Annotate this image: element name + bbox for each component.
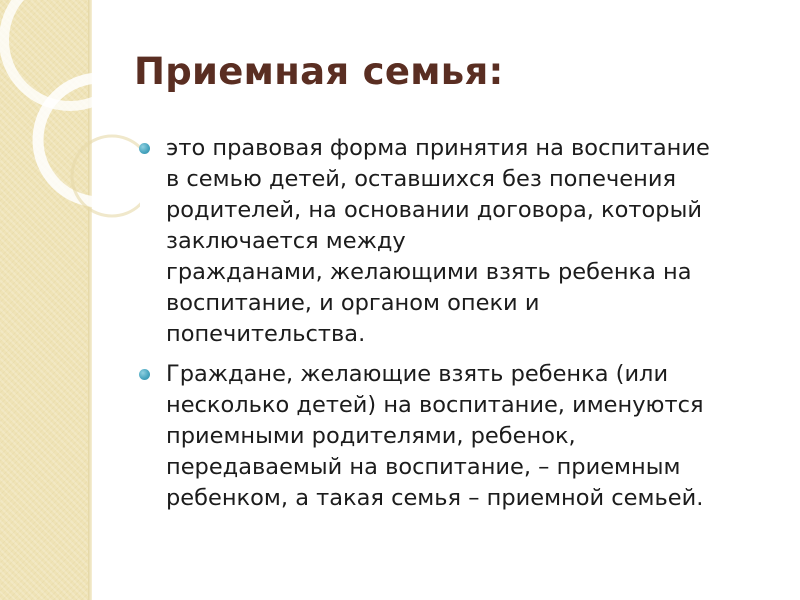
bullet-text: это правовая форма принятия на воспитание в семью детей, оставшихся без попечения родителей, на основании договора, который заключается между гражданами, желающими взять ребенка на воспитание, и органом опеки и попечительства. [166, 135, 710, 347]
slide-title: Приемная семья: [134, 50, 504, 93]
bullet-dot-icon [139, 369, 150, 380]
bullet-text: Граждане, желающие взять ребенка (или несколько детей) на воспитание, именуются приемными родителями, ребенок, передаваемый на воспитание, – приемным ребенком, а такая семья – приемной семьей. [166, 361, 704, 511]
bullet-dot-icon [139, 143, 150, 154]
bullet-item [134, 359, 770, 514]
decorative-rings-icon [0, 0, 140, 230]
bullet-item [134, 133, 770, 350]
bullet-list [134, 133, 770, 523]
